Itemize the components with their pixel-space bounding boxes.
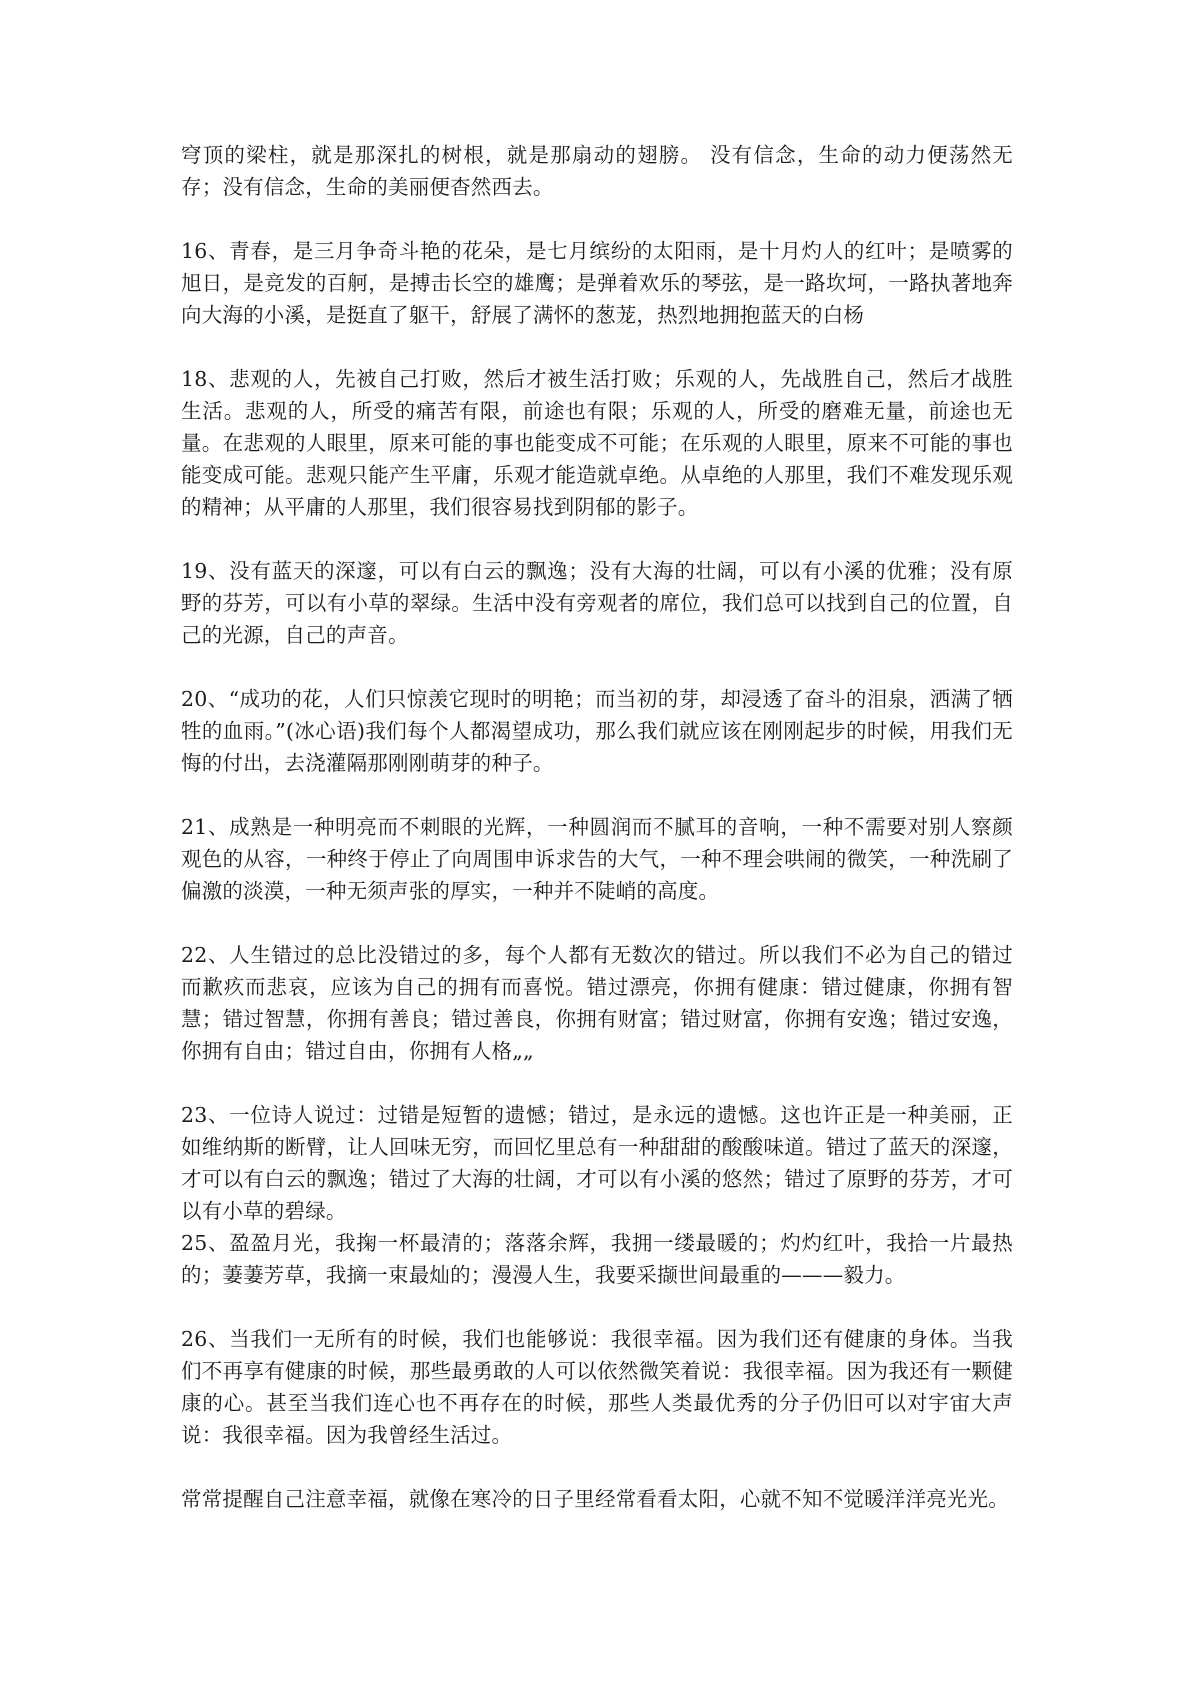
document-body xyxy=(181,139,1013,1515)
paragraph-gap xyxy=(181,907,1013,939)
paragraph-gap xyxy=(181,1451,1013,1483)
paragraph-23-regret: 23、一位诗人说过：过错是短暂的遗憾；错过，是永远的遗憾。这也许正是一种美丽，正如维纳斯的断臂，让人回味无穷，而回忆里总有一种甜甜的酸酸味道。错过了蓝天的深邃，才可以有白云的飘逸；错过了大海的壮阔，才可以有小溪的悠然；错过了原野的芬芳，才可以有小草的碧绿。 xyxy=(181,1103,1013,1223)
paragraph-20-success: 20、“成功的花，人们只惊羡它现时的明艳；而当初的芽，却浸透了奋斗的泪泉，洒满了牺牲的血雨。”(冰心语)我们每个人都渴望成功，那么我们就应该在刚刚起步的时候，用我们无悔的付出，去浇灌隔那刚刚萌芽的种子。 xyxy=(181,687,1013,775)
paragraph-gap xyxy=(181,331,1013,363)
paragraph-gap xyxy=(181,203,1013,235)
paragraph-21-maturity: 21、成熟是一种明亮而不刺眼的光辉，一种圆润而不腻耳的音响，一种不需要对别人察颜观色的从容，一种终于停止了向周围申诉求告的大气，一种不理会哄闹的微笑，一种洗刷了偏激的淡漠，一种无须声张的厚实，一种并不陡峭的高度。 xyxy=(181,815,1013,903)
paragraph-belief: 穹顶的梁柱，就是那深扎的树根，就是那扇动的翅膀。 没有信念，生命的动力便荡然无存；没有信念，生命的美丽便杳然西去。 xyxy=(181,143,1013,199)
paragraph-gap xyxy=(181,651,1013,683)
paragraph-19-position: 19、没有蓝天的深邃，可以有白云的飘逸；没有大海的壮阔，可以有小溪的优雅；没有原野的芬芳，可以有小草的翠绿。生活中没有旁观者的席位，我们总可以找到自己的位置，自己的光源，自己的声音。 xyxy=(181,559,1013,647)
paragraph-25-perseverance: 25、盈盈月光，我掬一杯最清的；落落余辉，我拥一缕最暖的；灼灼红叶，我拾一片最热的；萋萋芳草，我摘一束最灿的；漫漫人生，我要采撷世间最重的———毅力。 xyxy=(181,1231,1013,1287)
paragraph-gap xyxy=(181,523,1013,555)
paragraph-closing: 常常提醒自己注意幸福，就像在寒冷的日子里经常看看太阳，心就不知不觉暖洋洋亮光光。 xyxy=(181,1487,1009,1511)
paragraph-gap xyxy=(181,1067,1013,1099)
paragraph-26-happiness: 26、当我们一无所有的时候，我们也能够说：我很幸福。因为我们还有健康的身体。当我们不再享有健康的时候，那些最勇敢的人可以依然微笑着说：我很幸福。因为我还有一颗健康的心。甚至当我们连心也不再存在的时候，那些人类最优秀的分子仍旧可以对宇宙大声说：我很幸福。因为我曾经生活过。 xyxy=(181,1327,1013,1447)
paragraph-16-youth: 16、青春，是三月争奇斗艳的花朵，是七月缤纷的太阳雨，是十月灼人的红叶；是喷雾的旭日，是竞发的百舸，是搏击长空的雄鹰；是弹着欢乐的琴弦，是一路坎坷，一路执著地奔向大海的小溪，是挺直了躯干，舒展了满怀的葱茏，热烈地拥抱蓝天的白杨 xyxy=(181,239,1013,327)
paragraph-18-optimism: 18、悲观的人，先被自己打败，然后才被生活打败；乐观的人，先战胜自己，然后才战胜生活。悲观的人，所受的痛苦有限，前途也有限；乐观的人，所受的磨难无量，前途也无量。在悲观的人眼里，原来可能的事也能变成不可能；在乐观的人眼里，原来不可能的事也能变成可能。悲观只能产生平庸，乐观才能造就卓绝。从卓绝的人那里，我们不难发现乐观的精神；从平庸的人那里，我们很容易找到阴郁的影子。 xyxy=(181,367,1013,519)
paragraph-gap xyxy=(181,779,1013,811)
paragraph-22-missing: 22、人生错过的总比没错过的多，每个人都有无数次的错过。所以我们不必为自己的错过而歉疚而悲哀，应该为自己的拥有而喜悦。错过漂亮，你拥有健康：错过健康，你拥有智慧；错过智慧，你拥有善良；错过善良，你拥有财富；错过财富，你拥有安逸；错过安逸，你拥有自由；错过自由，你拥有人格„„ xyxy=(181,943,1013,1063)
paragraph-gap xyxy=(181,1291,1013,1323)
